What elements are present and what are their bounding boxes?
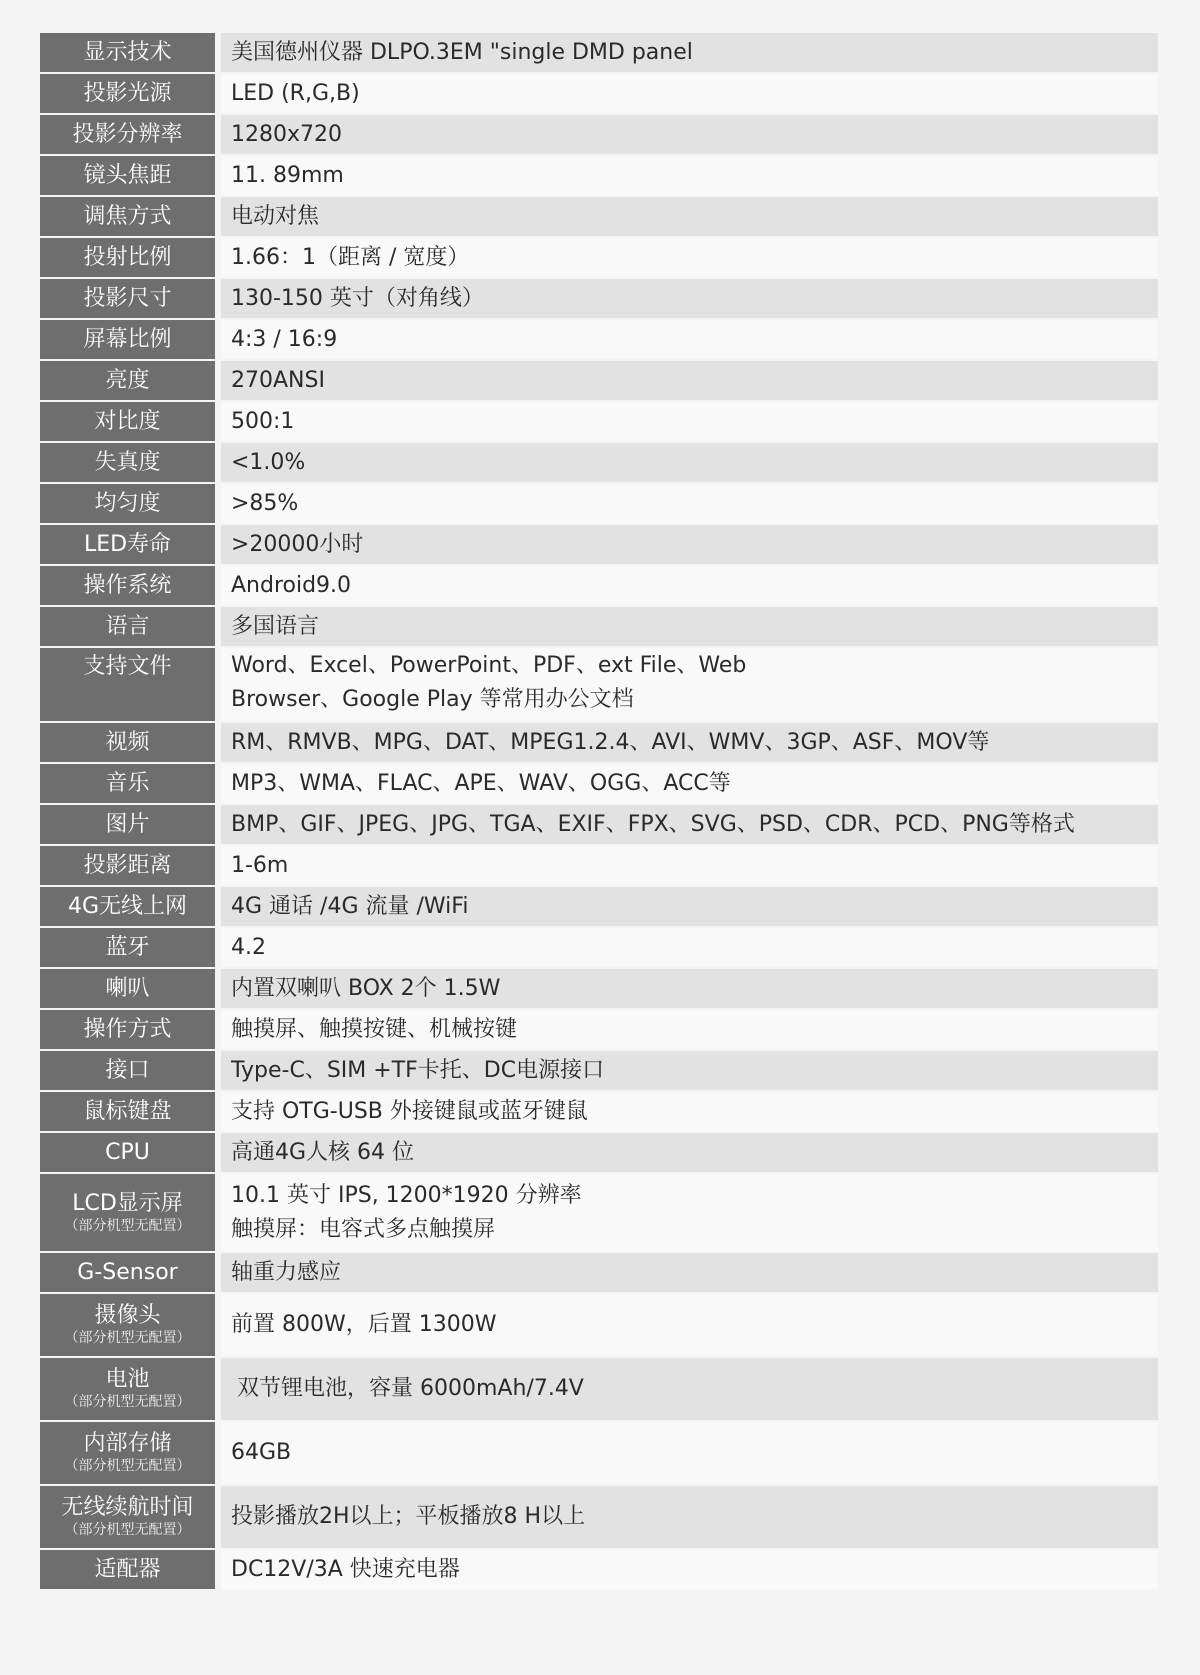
spec-label-text: 电池 [105, 1367, 150, 1392]
spec-label-text: 支持文件 [83, 654, 172, 679]
spec-label-note: （部分机型无配置） [64, 1330, 191, 1346]
spec-label-text: G-Sensor [77, 1259, 178, 1285]
spec-value-line: 270ANSI [231, 367, 325, 393]
spec-label-text: 失真度 [94, 449, 161, 475]
spec-value [221, 1174, 1158, 1251]
spec-label-note: （部分机型无配置） [64, 1394, 191, 1410]
spec-value-line: BMP、GIF、JPEG、JPG、TGA、EXIF、FPX、SVG、PSD、CDR、PCD、PNG等格式 [231, 811, 1075, 837]
spec-label-text: LED寿命 [83, 531, 172, 557]
spec-label-text: 视频 [105, 729, 150, 755]
spec-row [40, 1550, 1158, 1589]
spec-value [221, 115, 1158, 154]
spec-value-line: RM、RMVB、MPG、DAT、MPEG1.2.4、AVI、WMV、3GP、ASF、MOV等 [231, 729, 990, 755]
spec-value [221, 443, 1158, 482]
spec-label [40, 1358, 215, 1420]
spec-value-line: 1.66：1（距离 / 宽度） [231, 244, 470, 270]
spec-value-line: Android9.0 [231, 572, 352, 598]
spec-row [40, 115, 1158, 154]
spec-row [40, 74, 1158, 113]
spec-value-line: LED (R,G,B) [231, 80, 360, 106]
spec-label [40, 1133, 215, 1172]
spec-value [221, 846, 1158, 885]
spec-row [40, 402, 1158, 441]
spec-row [40, 648, 1158, 721]
spec-label-note: （部分机型无配置） [64, 1217, 191, 1234]
spec-label-text: 投射比例 [83, 244, 172, 270]
spec-row [40, 566, 1158, 605]
spec-value-line: >20000小时 [231, 531, 364, 557]
spec-row [40, 887, 1158, 926]
spec-value-line: >85% [231, 490, 299, 516]
spec-value [221, 1092, 1158, 1131]
spec-value [221, 566, 1158, 605]
spec-value [221, 607, 1158, 646]
spec-row [40, 1294, 1158, 1356]
spec-label [40, 648, 215, 721]
spec-label [40, 156, 215, 195]
spec-row [40, 969, 1158, 1008]
spec-row [40, 928, 1158, 967]
spec-value [221, 402, 1158, 441]
spec-label [40, 1294, 215, 1356]
spec-label [40, 805, 215, 844]
spec-value [221, 805, 1158, 844]
spec-row [40, 484, 1158, 523]
spec-value-line: 内置双喇叭 BOX 2个 1.5W [231, 975, 501, 1001]
spec-value-line: 轴重力感应 [231, 1259, 342, 1285]
spec-label-text: 内部存储 [83, 1431, 172, 1456]
spec-value-line: 11. 89mm [231, 162, 344, 188]
spec-row [40, 607, 1158, 646]
spec-value-line: 4G 通话 /4G 流量 /WiFi [231, 893, 469, 919]
spec-value-line: 美国德州仪器 DLPO.3EM "single DMD panel [231, 39, 693, 65]
spec-label-text: 投影尺寸 [83, 285, 172, 311]
spec-label-text: 鼠标键盘 [83, 1098, 172, 1124]
spec-label-text: 调焦方式 [83, 203, 172, 229]
spec-label-text: 亮度 [105, 367, 150, 393]
spec-value [221, 279, 1158, 318]
spec-label [40, 525, 215, 564]
spec-row [40, 1358, 1158, 1420]
spec-value-line: 130-150 英寸（对角线） [231, 285, 484, 311]
spec-value-line: <1.0% [231, 449, 306, 475]
spec-value [221, 1133, 1158, 1172]
spec-label [40, 723, 215, 762]
spec-value [221, 33, 1158, 72]
spec-label-text: LCD显示屏 [72, 1190, 183, 1216]
spec-value-line: 4:3 / 16:9 [231, 326, 338, 352]
spec-label [40, 764, 215, 803]
spec-row [40, 525, 1158, 564]
spec-label-text: 投影分辨率 [72, 121, 183, 147]
spec-label-text: 图片 [105, 811, 150, 837]
spec-label [40, 320, 215, 359]
spec-row [40, 1174, 1158, 1251]
spec-value-line: 64GB [231, 1440, 292, 1465]
spec-value-line: MP3、WMA、FLAC、APE、WAV、OGG、ACC等 [231, 770, 731, 796]
spec-value [221, 197, 1158, 236]
spec-value [221, 238, 1158, 277]
spec-label-text: 操作系统 [83, 572, 172, 598]
spec-value-line: Type-C、SIM +TF卡托、DC电源接口 [231, 1057, 605, 1083]
spec-label [40, 361, 215, 400]
spec-label [40, 887, 215, 926]
spec-label-text: 4G无线上网 [67, 893, 188, 919]
spec-label-text: 适配器 [94, 1556, 161, 1582]
spec-label [40, 1253, 215, 1292]
spec-value [221, 887, 1158, 926]
spec-row [40, 1133, 1158, 1172]
spec-value [221, 320, 1158, 359]
spec-row [40, 320, 1158, 359]
spec-label-text: 投影距离 [83, 852, 172, 878]
spec-row [40, 805, 1158, 844]
spec-value-line: 多国语言 [231, 613, 320, 639]
spec-value [221, 1422, 1158, 1484]
spec-label-text: 接口 [105, 1057, 150, 1083]
spec-label-text: 均匀度 [94, 490, 161, 516]
spec-label-text: CPU [105, 1139, 150, 1165]
spec-label [40, 74, 215, 113]
spec-row [40, 846, 1158, 885]
spec-label-text: 无线续航时间 [61, 1495, 194, 1520]
spec-label [40, 1051, 215, 1090]
spec-label [40, 33, 215, 72]
spec-value [221, 74, 1158, 113]
spec-value [221, 723, 1158, 762]
spec-value-line: 投影播放2H以上；平板播放8 H以上 [231, 1504, 586, 1529]
spec-row [40, 1422, 1158, 1484]
spec-value-line: 双节锂电池，容量 6000mAh/7.4V [237, 1376, 584, 1401]
spec-label [40, 115, 215, 154]
spec-value [221, 1294, 1158, 1356]
spec-value-line: 500:1 [231, 408, 295, 434]
spec-label [40, 1092, 215, 1131]
spec-table [40, 33, 1158, 1589]
spec-value [221, 484, 1158, 523]
spec-row [40, 1486, 1158, 1548]
spec-label [40, 969, 215, 1008]
spec-value [221, 361, 1158, 400]
spec-label-note: （部分机型无配置） [64, 1458, 191, 1474]
spec-label [40, 484, 215, 523]
spec-label [40, 607, 215, 646]
spec-value-line: 1-6m [231, 852, 289, 878]
spec-value-line: 4.2 [231, 934, 266, 960]
spec-value-line: 高通4G人核 64 位 [231, 1139, 415, 1165]
spec-label-text: 对比度 [94, 408, 161, 434]
spec-value [221, 1253, 1158, 1292]
spec-value [221, 928, 1158, 967]
spec-row [40, 1010, 1158, 1049]
spec-value [221, 764, 1158, 803]
spec-row [40, 723, 1158, 762]
spec-label-text: 喇叭 [105, 975, 150, 1001]
spec-row [40, 443, 1158, 482]
spec-value [221, 1550, 1158, 1589]
spec-label [40, 1010, 215, 1049]
spec-label-text: 屏幕比例 [83, 326, 172, 352]
spec-label-text: 投影光源 [83, 80, 172, 106]
spec-row [40, 279, 1158, 318]
spec-row [40, 197, 1158, 236]
spec-label [40, 928, 215, 967]
spec-value-line: 前置 800W，后置 1300W [231, 1312, 497, 1337]
spec-label-text: 音乐 [105, 770, 150, 796]
spec-label-text: 显示技术 [83, 39, 172, 65]
spec-label [40, 1422, 215, 1484]
spec-label [40, 566, 215, 605]
spec-label [40, 1174, 215, 1251]
spec-label [40, 443, 215, 482]
spec-label [40, 238, 215, 277]
spec-label-text: 摄像头 [94, 1303, 161, 1328]
spec-value-line: 电动对焦 [231, 203, 320, 229]
spec-label [40, 279, 215, 318]
spec-value-line: Browser、Google Play 等常用办公文档 [231, 687, 634, 712]
spec-value [221, 1010, 1158, 1049]
spec-label [40, 402, 215, 441]
spec-value [221, 156, 1158, 195]
spec-value [221, 648, 1158, 721]
spec-value-line: DC12V/3A 快速充电器 [231, 1556, 460, 1582]
spec-label [40, 1550, 215, 1589]
spec-value [221, 525, 1158, 564]
spec-label-text: 蓝牙 [105, 934, 150, 960]
spec-label-text: 操作方式 [83, 1016, 172, 1042]
spec-value-line: Word、Excel、PowerPoint、PDF、ext File、Web [231, 653, 747, 678]
spec-row [40, 764, 1158, 803]
spec-value-line: 支持 OTG-USB 外接键鼠或蓝牙键鼠 [231, 1098, 588, 1124]
spec-row [40, 1051, 1158, 1090]
spec-value-line: 触摸屏、触摸按键、机械按键 [231, 1016, 518, 1042]
spec-value [221, 1051, 1158, 1090]
spec-value-line: 10.1 英寸 IPS, 1200*1920 分辨率 [231, 1182, 582, 1208]
spec-value [221, 1486, 1158, 1548]
spec-label-text: 语言 [105, 613, 150, 639]
spec-value [221, 969, 1158, 1008]
spec-label-text: 镜头焦距 [83, 162, 172, 188]
spec-value-line: 触摸屏：电容式多点触摸屏 [231, 1216, 496, 1242]
spec-value [221, 1358, 1158, 1420]
spec-value-line: 1280x720 [231, 121, 342, 147]
spec-label [40, 1486, 215, 1548]
spec-row [40, 156, 1158, 195]
spec-row [40, 33, 1158, 72]
spec-label-note: （部分机型无配置） [64, 1522, 191, 1538]
spec-label [40, 846, 215, 885]
spec-row [40, 361, 1158, 400]
spec-row [40, 1092, 1158, 1131]
spec-row [40, 238, 1158, 277]
spec-row [40, 1253, 1158, 1292]
spec-label [40, 197, 215, 236]
